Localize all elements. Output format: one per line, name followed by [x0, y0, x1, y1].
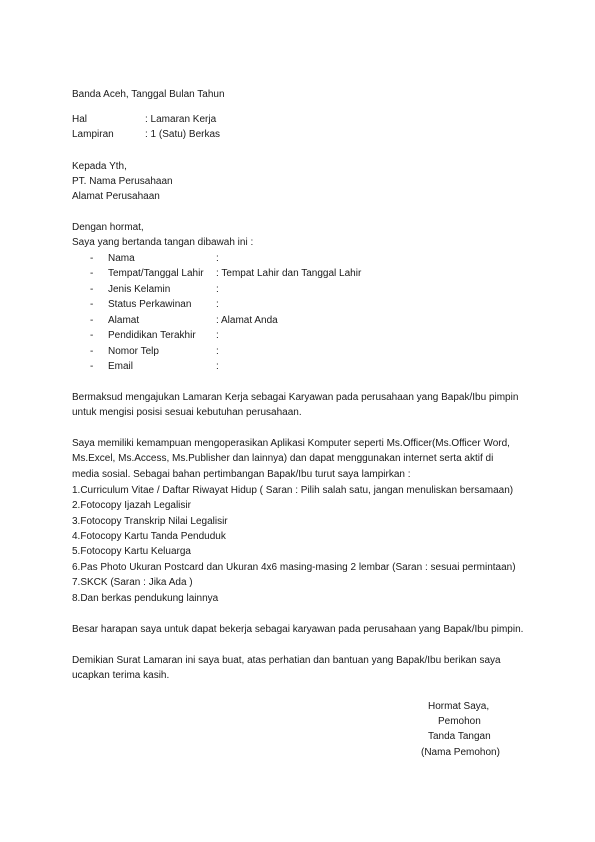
field-label: Nomor Telp	[108, 346, 159, 357]
attachment-item: 4.Fotocopy Kartu Tanda Penduduk	[72, 531, 226, 542]
attachment-item: 8.Dan berkas pendukung lainnya	[72, 593, 219, 604]
attachment-item: 6.Pas Photo Ukuran Postcard dan Ukuran 4x6 masing-masing 2 lembar (Saran : sesuai permintaan)	[72, 562, 516, 573]
paragraph-line: Bermaksud mengajukan Lamaran Kerja sebagai Karyawan pada perusahaan yang Bapak/Ibu pimpin	[72, 392, 519, 403]
field-value: :	[216, 253, 219, 264]
attachment-item: 2.Fotocopy Ijazah Legalisir	[72, 500, 191, 511]
attachment-item: 5.Fotocopy Kartu Keluarga	[72, 546, 191, 557]
field-label: Jenis Kelamin	[108, 284, 171, 295]
field-value: :	[216, 284, 219, 295]
field-bullet: -	[90, 346, 94, 357]
subject-label: Hal	[72, 114, 88, 125]
paragraph-line: Demikian Surat Lamaran ini saya buat, atas perhatian dan bantuan yang Bapak/Ibu berikan saya	[72, 655, 501, 666]
intro-line: Saya yang bertanda tangan dibawah ini :	[72, 237, 254, 248]
closing-line: (Nama Pemohon)	[421, 747, 500, 758]
closing-line: Hormat Saya,	[428, 701, 490, 712]
field-value: : Tempat Lahir dan Tanggal Lahir	[216, 268, 362, 279]
field-value: :	[216, 346, 219, 357]
attachment-value: : 1 (Satu) Berkas	[145, 129, 221, 140]
recipient-line: PT. Nama Perusahaan	[72, 176, 173, 187]
attachment-item: 7.SKCK (Saran : Jika Ada )	[72, 577, 193, 588]
field-bullet: -	[90, 315, 94, 326]
field-bullet: -	[90, 361, 94, 372]
field-value: :	[216, 330, 219, 341]
field-bullet: -	[90, 268, 94, 279]
field-bullet: -	[90, 299, 94, 310]
field-label: Pendidikan Terakhir	[108, 330, 196, 341]
field-label: Email	[108, 361, 134, 372]
place-date: Banda Aceh, Tanggal Bulan Tahun	[72, 89, 225, 100]
paragraph-line: untuk mengisi posisi sesuai kebutuhan perusahaan.	[72, 407, 302, 418]
field-label: Nama	[108, 253, 135, 264]
attachment-item: 1.Curriculum Vitae / Daftar Riwayat Hidup ( Saran : Pilih salah satu, jangan menuliskan bersamaan)	[72, 485, 514, 496]
field-bullet: -	[90, 330, 94, 341]
field-bullet: -	[90, 284, 94, 295]
field-bullet: -	[90, 253, 94, 264]
paragraph-line: Besar harapan saya untuk dapat bekerja sebagai karyawan pada perusahaan yang Bapak/Ibu pimpin.	[72, 624, 524, 635]
field-value: : Alamat Anda	[216, 315, 278, 326]
closing-line: Pemohon	[438, 716, 481, 727]
subject-value: : Lamaran Kerja	[145, 114, 217, 125]
field-label: Alamat	[108, 315, 140, 326]
recipient-line: Kepada Yth,	[72, 161, 127, 172]
recipient-line: Alamat Perusahaan	[72, 191, 160, 202]
paragraph-line: Ms.Excel, Ms.Access, Ms.Publisher dan lainnya) dan dapat menggunakan internet serta aktif di	[72, 453, 494, 464]
paragraph-line: media sosial. Sebagai bahan pertimbangan Bapak/Ibu turut saya lampirkan :	[72, 469, 411, 480]
field-value: :	[216, 361, 219, 372]
attachment-item: 3.Fotocopy Transkrip Nilai Legalisir	[72, 516, 228, 527]
attachment-label: Lampiran	[72, 129, 114, 140]
paragraph-line: ucapkan terima kasih.	[72, 670, 170, 681]
paragraph-line: Saya memiliki kemampuan mengoperasikan Aplikasi Komputer seperti Ms.Officer(Ms.Officer Word,	[72, 438, 510, 449]
greeting: Dengan hormat,	[72, 222, 144, 233]
field-label: Status Perkawinan	[108, 299, 192, 310]
field-value: :	[216, 299, 219, 310]
field-label: Tempat/Tanggal Lahir	[108, 268, 204, 279]
closing-line: Tanda Tangan	[428, 731, 491, 742]
